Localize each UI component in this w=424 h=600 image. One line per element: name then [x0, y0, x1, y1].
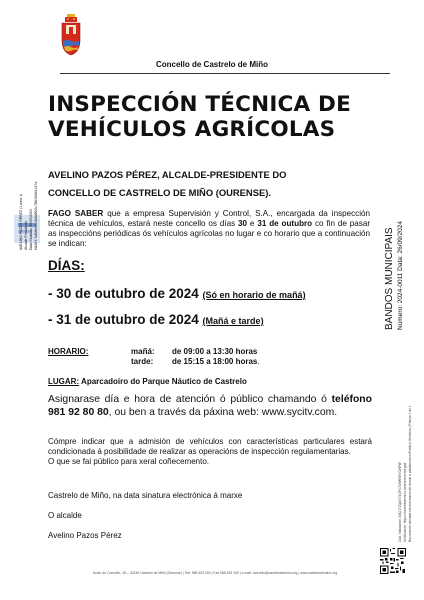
intro-text-b: co fin de pasar as inspeccións periódicas ós vehículos agrícolas no lugar e co horario que a continuación se indican: — [48, 219, 371, 248]
title-line-1: INSPECCIÓN TÉCNICA DE — [48, 92, 351, 117]
side-validation-1: Cód. Validación: A9QJ7ZQAS74QFX7LRWSR7GHPW — [398, 462, 402, 542]
date-1-note: (Só en horario de mañá) — [202, 290, 306, 300]
notice-paragraph — [48, 437, 372, 467]
schedule-afternoon-period: . — [257, 357, 260, 366]
date-1 — [48, 286, 306, 301]
stamp-line-4: HASH: 5d38fcb0c3a0d90f1c7f8e3b8b1c27a — [34, 181, 38, 250]
appointment-paragraph — [48, 394, 372, 419]
date-2 — [48, 312, 264, 327]
appointment-text-a: Asignarase día e hora de atención ó público chamando ó — [48, 394, 332, 405]
closing-place-date: Castrelo de Miño, na data sinatura electrónica á marxe — [48, 491, 243, 500]
schedule-afternoon-key: tarde: — [131, 357, 154, 366]
schedule-afternoon-time: de 15:15 a 18:00 horas — [172, 357, 258, 366]
signer-line-2: CONCELLO DE CASTRELO DE MIÑO (OURENSE). — [48, 187, 271, 198]
place-value: Aparcadoiro do Parque Náutico de Castrelo — [79, 377, 247, 386]
side-validation-2: Verificación: https://castrelodemino.sedelectronica.gal/ — [403, 462, 407, 542]
stamp-line-3: Data Sinatura: 26/09/2024 — [29, 209, 33, 250]
schedule-morning-value: de 09:00 a 13:30 horas — [172, 347, 258, 356]
document-title — [48, 92, 378, 142]
intro-paragraph — [48, 209, 370, 249]
signer-heading — [48, 166, 378, 202]
schedule-morning-key: mañá: — [131, 347, 155, 356]
schedule-label: HORARIO: — [48, 347, 89, 356]
organization-name: Concello de Castrelo de Miño — [155, 60, 268, 69]
schedule-afternoon-value — [172, 357, 260, 366]
stamp-line-1: AVELINO PAZOS PÉREZ (1 para 1) — [19, 193, 23, 250]
days-label: DÍAS: — [48, 258, 85, 273]
place-label: LUGAR: — [48, 377, 80, 386]
notice-line-2: O que se fai público para xeral coñecemento. — [48, 457, 209, 466]
side-number: Número: 2024-0011 Data: 26/09/2024 — [397, 220, 404, 330]
title-line-2: VEHÍCULOS AGRÍCOLAS — [48, 117, 336, 142]
intro-text-a: que a empresa Supervisión y Control, S.A., encargada da inspección técnica de vehículos, estará neste concello os días — [48, 209, 371, 228]
closing-name: Avelino Pazos Pérez — [48, 531, 122, 540]
intro-day-2: 31 de outubro — [257, 219, 313, 228]
stamp-line-2: Alcalde Presidente — [24, 220, 28, 250]
date-2-note: (Mañá e tarde) — [202, 316, 264, 326]
side-title: BANDOS MUNICIPAIS — [384, 227, 395, 330]
intro-and: e — [247, 219, 258, 228]
qr-code-icon — [380, 548, 406, 574]
place — [48, 377, 247, 386]
signer-line-1: AVELINO PAZOS PÉREZ, ALCALDE-PRESIDENTE DO — [48, 169, 287, 180]
date-1-text: - 30 de outubro de 2024 — [48, 286, 203, 301]
intro-day-1: 30 — [238, 219, 248, 228]
appointment-phone: teléfono 981 92 80 80 — [48, 394, 372, 418]
intro-lead: FAGO SABER — [48, 209, 104, 218]
closing-role: O alcalde — [48, 511, 82, 520]
date-2-text: - 31 de outubro de 2024 — [48, 312, 203, 327]
footer-address: Avda. do Concello, 18 – 32430 Castrelo de Miño (Ourense) | Telf. 988 493 000 | Fax 988 493 100 | e-mail: concello@castrelodemino.org | www.castrelodemino.org — [92, 571, 338, 575]
municipal-crest-icon — [60, 14, 82, 56]
header-divider — [60, 73, 390, 74]
notice-text: Cómpre indicar que a admisión de vehículos con características particulares estará condicionada á posibilidade de realizar as operacións de inspección regulamentarias. — [48, 437, 372, 456]
appointment-text-b: , ou ben a través da páxina web: www.sycitv.com. — [108, 406, 338, 418]
side-validation-3: Documento asinado electrónicamente desde a plataforma esPublico Gestiona | Páxina 1 de 1 — [408, 405, 412, 542]
